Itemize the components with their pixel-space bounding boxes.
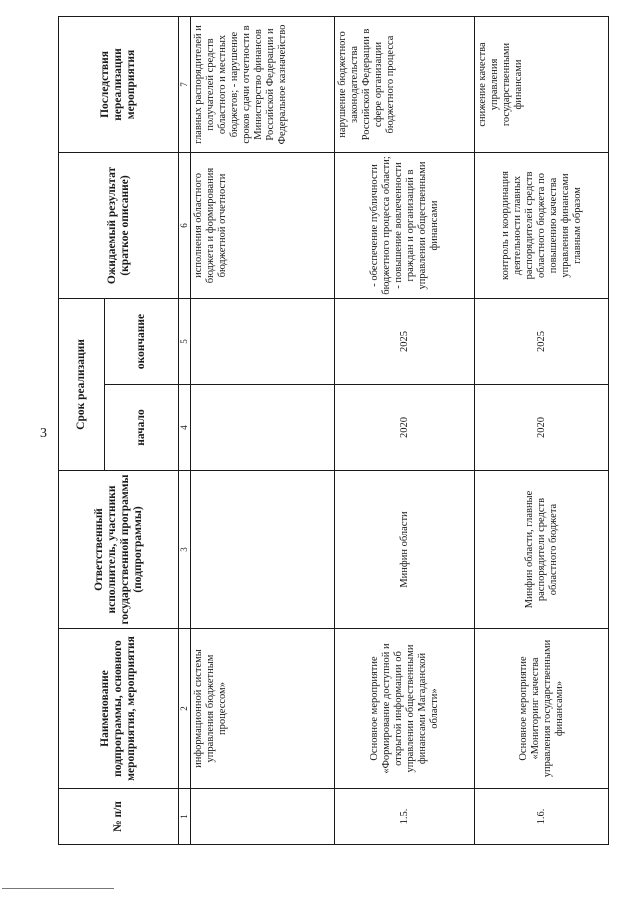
row-executor — [191, 471, 335, 629]
col-header-end: окончание — [105, 298, 179, 384]
column-number: 1 — [179, 789, 191, 845]
rotated-table-container — [58, 17, 608, 845]
column-number: 2 — [179, 629, 191, 789]
row-name: Основное мероприятие «Формирование доступной и открытой информации об управлении общественными финансами Магаданской области» — [335, 629, 475, 789]
row-num: 1.6. — [475, 789, 609, 845]
row-num — [191, 789, 335, 845]
column-number: 6 — [179, 152, 191, 298]
column-number: 5 — [179, 298, 191, 384]
column-number-row — [179, 16, 191, 844]
row-num: 1.5. — [335, 789, 475, 845]
row-name: информационной системы управления бюджетным процессом» — [191, 629, 335, 789]
row-end — [191, 298, 335, 384]
page-number: 3 — [40, 426, 47, 441]
row-start: 2020 — [475, 385, 609, 471]
row-consequences: нарушение бюджетного законодательства Российской Федерации в сфере организации бюджетного процесса — [335, 16, 475, 152]
row-result: исполнения областного бюджета и формирования бюджетной отчетности — [191, 152, 335, 298]
row-consequences: главных распорядителей и получателей средств областного и местных бюджетов; - нарушение сроков сдачи отчетности в Министерство финансов Российской Федерации и Федеральное казначейство — [191, 16, 335, 152]
row-executor: Минфин области, главные распорядители средств областного бюджета — [475, 471, 609, 629]
footnote-divider — [2, 888, 114, 889]
column-number: 7 — [179, 16, 191, 152]
table-row — [475, 16, 609, 844]
col-header-name: Наименование подпрограммы, основного мероприятия, мероприятия — [59, 629, 179, 789]
col-header-consequences: Последствия нереализации мероприятия — [59, 16, 179, 152]
row-executor: Минфин области — [335, 471, 475, 629]
column-number: 3 — [179, 471, 191, 629]
row-end: 2025 — [335, 298, 475, 384]
table-row — [335, 16, 475, 844]
col-header-num: № п/п — [59, 789, 179, 845]
row-start: 2020 — [335, 385, 475, 471]
row-end: 2025 — [475, 298, 609, 384]
table-row — [191, 16, 335, 844]
col-header-executor: Ответственный исполнитель, участники государственной программы (подпрограммы) — [59, 471, 179, 629]
header-row-1 — [59, 16, 105, 844]
row-name: Основное мероприятие «Мониторинг качества управления государственными финансами» — [475, 629, 609, 789]
col-header-result: Ожидаемый результат (краткое описание) — [59, 152, 179, 298]
row-consequences: снижение качества управления государственными финансами — [475, 16, 609, 152]
column-number: 4 — [179, 385, 191, 471]
col-header-start: начало — [105, 385, 179, 471]
program-measures-table — [58, 16, 609, 845]
row-start — [191, 385, 335, 471]
col-header-period: Срок реализации — [59, 298, 105, 470]
row-result: контроль и координация деятельности главных распорядителей средств областного бюджета по повышению качества управления финансами главным образом — [475, 152, 609, 298]
row-result: - обеспечение публичности бюджетного процесса области; - повышение вовлеченности граждан и организаций в управлении общественными финансами — [335, 152, 475, 298]
